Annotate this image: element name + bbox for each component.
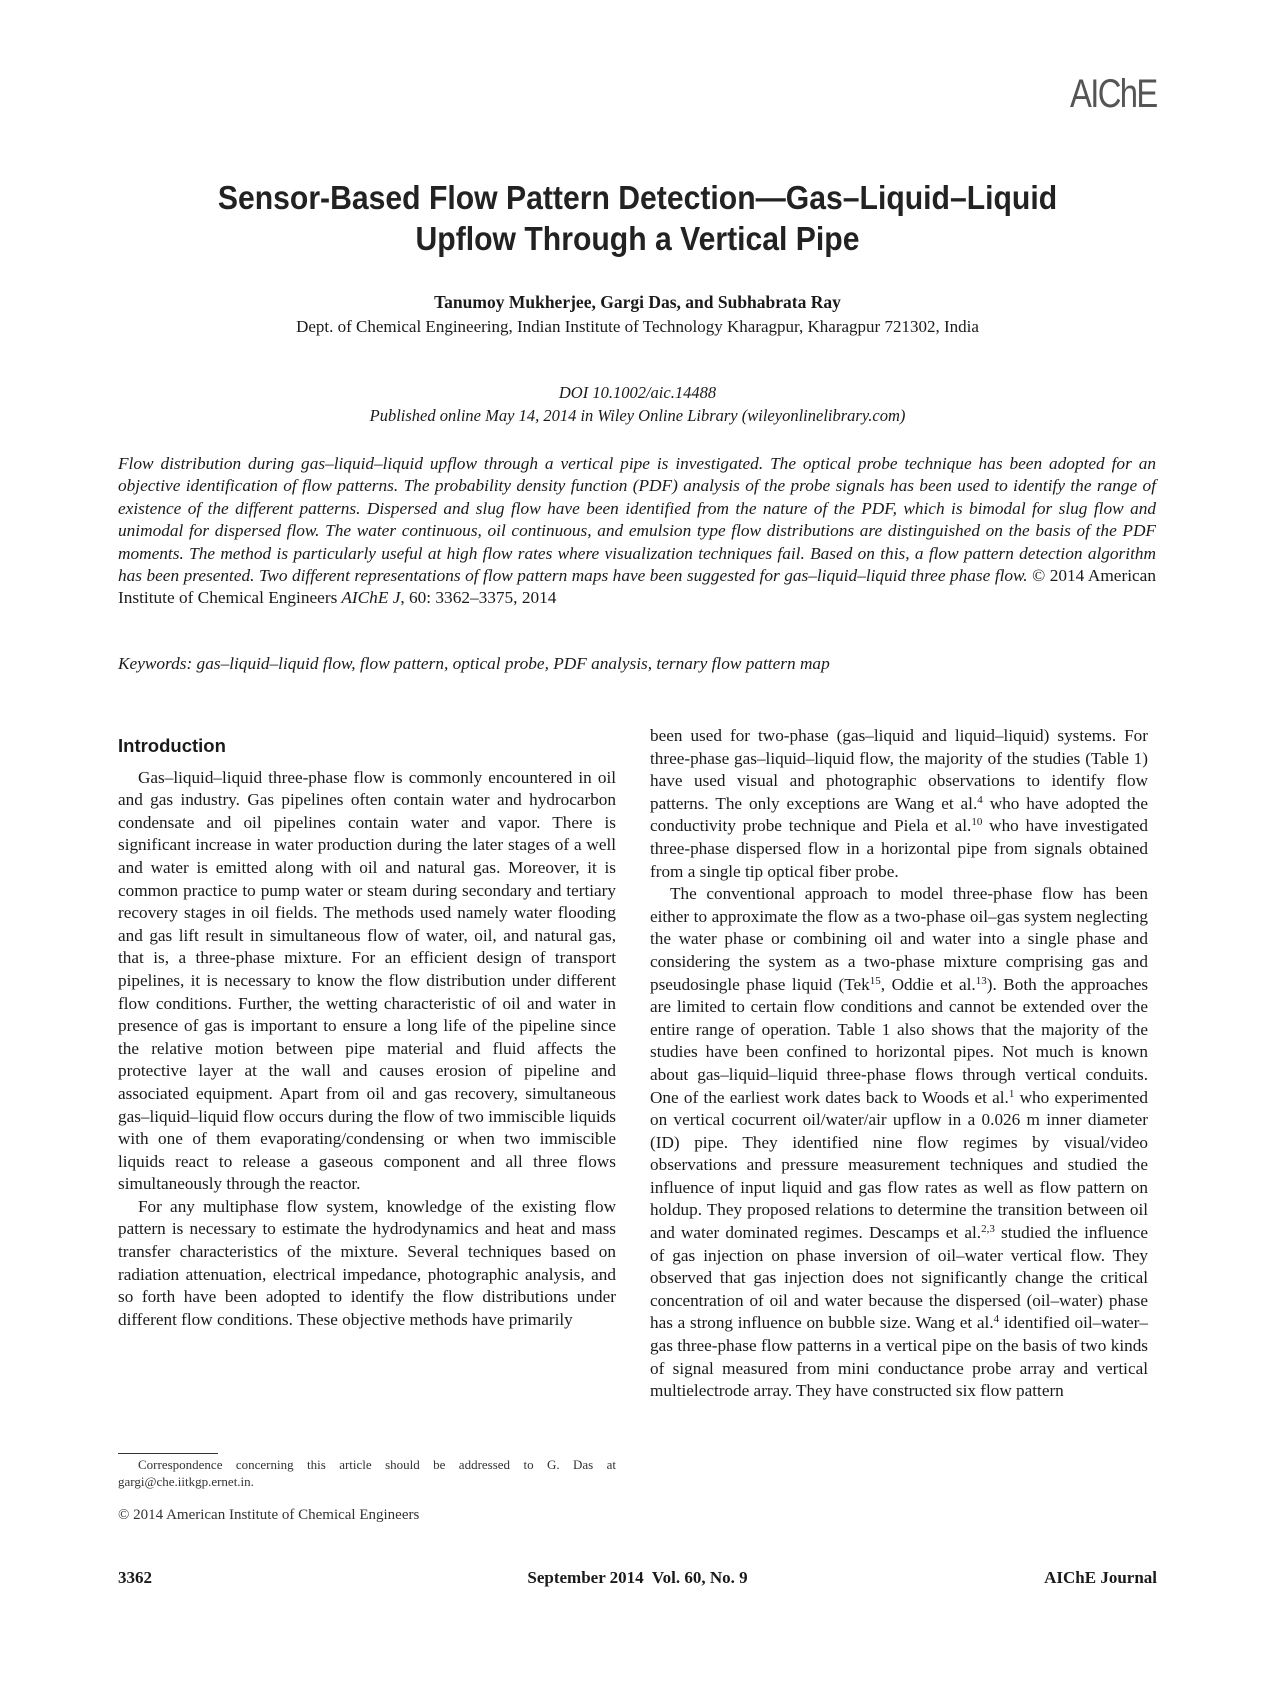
abstract-text: Flow distribution during gas–liquid–liquid upflow through a vertical pipe is investigated. The optical probe technique has been adopted for an objective identification of flow patterns. The probability density function (PDF) analysis of the probe signals has been used to identify the range of existence of the different patterns. Dispersed and slug flow have been identified from the nature of the PDF, which is bimodal for slug flow and unimodal for dispersed flow. The water continuous, oil continuous, and emulsion type flow distributions are distinguished on the basis of the PDF moments. The method is particularly useful at high flow rates where visualization techniques fail. Based on this, a flow pattern detection algorithm has been presented. Two different representations of flow pattern maps have been suggested for gas–liquid–liquid three phase flow. [118, 454, 1156, 586]
citation-ref: 1 [1008, 1087, 1015, 1100]
abstract-citation-journal: AIChE J [341, 588, 401, 608]
correspondence-footnote: Correspondence concerning this article should be addressed to G. Das at gargi@che.iitkgp.ernet.in. [118, 1457, 616, 1489]
text-run: who have investigated three-phase dispersed flow in a horizontal pipe from signals obtained from a single tip optical fiber probe. [650, 816, 1148, 881]
intro-paragraph-3 [650, 725, 1148, 883]
abstract-citation-details: , 60: 3362–3375, 2014 [400, 588, 557, 608]
abstract [118, 453, 1156, 610]
left-column [118, 735, 616, 1331]
text-run: , Oddie et al. [880, 974, 976, 994]
citation-ref: 15 [869, 974, 881, 987]
citation-ref: 4 [977, 793, 983, 806]
citation-ref: 2,3 [981, 1223, 995, 1236]
text-run: who have adopted the conductivity probe technique and Piela et al. [650, 793, 1148, 836]
issue-info: September 2014 Vol. 60, No. 9 [527, 1568, 748, 1587]
author-affiliation: Dept. of Chemical Engineering, Indian Institute of Technology Kharagpur, Kharagpur 721302, India [296, 317, 979, 336]
journal-name-footer: AIChE Journal [1044, 1568, 1157, 1587]
intro-paragraph-4 [650, 883, 1148, 1403]
keywords: Keywords: gas–liquid–liquid flow, flow pattern, optical probe, PDF analysis, ternary flow pattern map [118, 654, 830, 673]
section-heading-introduction: Introduction [118, 735, 226, 756]
text-run: been used for two-phase (gas–liquid and liquid–liquid) systems. For three-phase gas–liquid–liquid flow, the majority of the studies (Table 1) have used visual and photographic observations to identify flow patterns. The only exceptions are Wang et al. [650, 726, 1148, 813]
text-run: identified oil–water–gas three-phase flow patterns in a vertical pipe on the basis of two kinds of signal measured from mini conductance probe array and vertical multielectrode array. They have constructed six flow pattern [650, 1313, 1149, 1401]
right-column [650, 725, 1148, 1403]
footnote-rule [118, 1453, 218, 1454]
text-run: ). Both the approaches are limited to certain flow conditions and cannot be extended over the entire range of operation. Table 1 also shows that the majority of the studies have been confined to horizontal pipes. Not much is known about gas–liquid–liquid three-phase flows through vertical conduits. One of the earliest work dates back to Woods et al. [650, 974, 1149, 1107]
text-run: The conventional approach to model three-phase flow has been either to approximate the flow as a two-phase oil–gas system neglecting the water phase or combining oil and water into a single phase and considering the system as a two-phase mixture comprising gas and pseudosingle phase liquid (Tek [650, 884, 1148, 994]
intro-paragraph-2: For any multiphase flow system, knowledge of the existing flow pattern is necessary to estimate the hydrodynamics and heat and mass transfer characteristics of the mixture. Several techniques based on radiation attenuation, electrical impedance, photographic analysis, and so forth have been adopted to identify the flow distributions under different flow conditions. These objective methods have primarily [118, 1196, 616, 1329]
article-title: Sensor-Based Flow Pattern Detection—Gas–Liquid–Liquid Upflow Through a Vertical Pipe [217, 180, 1058, 258]
doi-line: DOI 10.1002/aic.14488 [558, 383, 717, 402]
copyright-line: © 2014 American Institute of Chemical Engineers [118, 1507, 420, 1523]
page-number: 3362 [118, 1568, 152, 1587]
citation-ref: 4 [993, 1313, 1000, 1326]
journal-logo: AIChE [1070, 72, 1157, 116]
text-run: who experimented on vertical cocurrent oil/water/air upflow in a 0.026 m inner diameter (ID) pipe. They identified nine flow regimes by visual/video observations and pressure measurement techniques and studied the influence of input liquid and gas flow rates as well as flow pattern on holdup. They proposed relations to determine the transition between oil and water dominated regimes. Descamps et al. [650, 1087, 1148, 1243]
text-run: studied the influence of gas injection on phase inversion of oil–water vertical flow. They observed that gas injection does not significantly change the critical concentration of oil and water because the dispersed (oil–water) phase has a strong influence on bubble size. Wang et al. [650, 1223, 1149, 1333]
author-list: Tanumoy Mukherjee, Gargi Das, and Subhabrata Ray [434, 292, 841, 312]
publication-line: Published online May 14, 2014 in Wiley Online Library (wileyonlinelibrary.com) [369, 406, 906, 425]
citation-ref: 13 [975, 974, 987, 987]
abstract-copyright: © 2014 American Institute of Chemical Engineers [118, 566, 1156, 608]
citation-ref: 10 [971, 816, 983, 829]
intro-paragraph-1: Gas–liquid–liquid three-phase flow is commonly encountered in oil and gas industry. Gas pipelines often contain water and hydrocarbon condensate and oil pipelines contain water and vapor. There is significant increase in water production during the later stages of a well and water is emitted along with oil and natural gas. Moreover, it is common practice to pump water or steam during secondary and tertiary recovery stages in oil fields. The methods used namely water flooding and gas lift result in simultaneous flow of water, oil, and natural gas, that is, a three-phase mixture. For an efficient design of transport pipelines, it is necessary to know the flow distribution under different flow conditions. Further, the wetting characteristic of oil and water in presence of gas is important to ensure a long life of the pipeline since the relative motion between pipe material and fluid affects the protective layer at the wall and causes erosion of pipeline and associated equipment. Apart from oil and gas recovery, simultaneous gas–liquid–liquid flow occurs during the flow of two immiscible liquids with one of them evaporating/condensing or when two immiscible liquids react to release a gaseous component and all three flows simultaneously through the reactor. [118, 767, 616, 1194]
